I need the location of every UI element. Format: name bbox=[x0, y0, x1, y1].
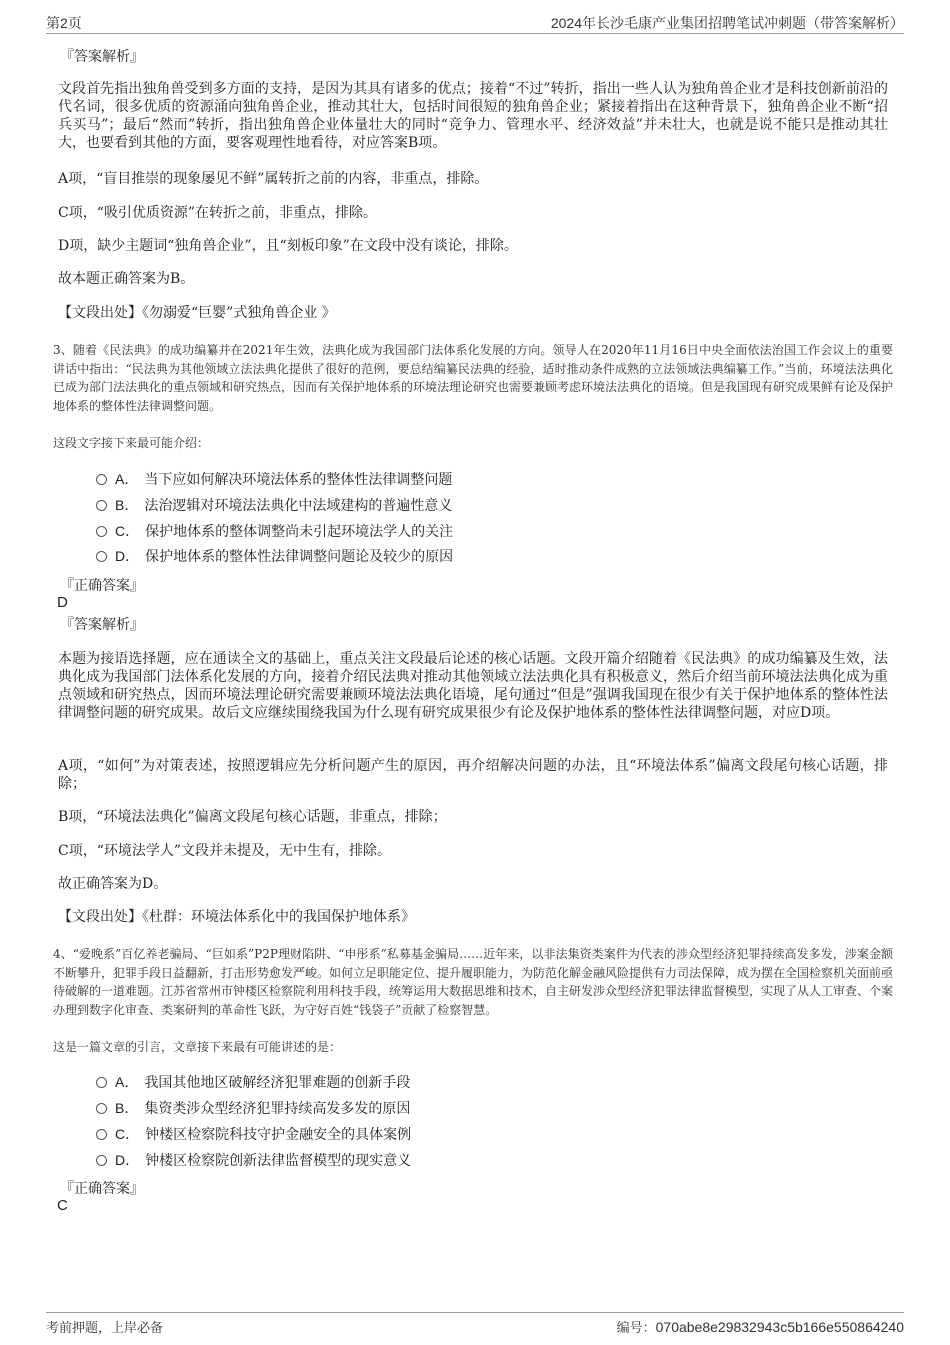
document-title: 2024年长沙毛康产业集团招聘笔试冲刺题（带答案解析） bbox=[550, 15, 904, 31]
q2-note-d: D项，缺少主题词“独角兽企业”，且“刻板印象”在文段中没有谈论，排除。 bbox=[58, 238, 518, 254]
radio-icon[interactable] bbox=[96, 500, 107, 511]
q2-note-a: A项，“盲目推崇的现象屡见不鲜”属转折之前的内容，非重点，排除。 bbox=[58, 171, 489, 187]
q4-prompt: 这是一篇文章的引言，文章接下来最有可能讲述的是： bbox=[53, 1040, 342, 1054]
q3-note-c: C项，“环境法学人”文段并未提及，无中生有，排除。 bbox=[58, 843, 392, 859]
q4-answer: C bbox=[57, 1197, 68, 1214]
q3-option-b[interactable]: B． 法治逻辑对环境法法典化中法域建构的普遍性意义 bbox=[96, 495, 452, 515]
q3-note-b: B项，“环境法法典化”偏离文段尾句核心话题，非重点，排除； bbox=[58, 809, 447, 825]
q4-stem: 4、“爱晚系”百亿养老骗局、“巨如系”P2P理财陷阱、“申彤系”私募基金骗局……近年来，以非法集资类案件为代表的涉众型经济犯罪持续高发多发，涉案金额不断攀升，犯罪手段日益翻新，打击形势愈发严峻。如何立足职能定位、提升履职能力，为防范化解金融风险提供有力司法保障，成为摆在全国检察机关面前亟待破解的一道难题。江苏省常州市钟楼区检察院利用科技手段，统筹运用大数据思维和技术，自主研发涉众型经济犯罪法律监督模型，实现了从人工审查、个案办理到数字化审查、类案研判的革命性飞跃，为守好百姓“钱袋子”贡献了检察智慧。 bbox=[53, 947, 894, 1017]
radio-icon[interactable] bbox=[96, 526, 107, 537]
q3-option-d[interactable]: D． 保护地体系的整体性法律调整问题论及较少的原因 bbox=[96, 546, 453, 566]
q2-source: 【文段出处】《勿溺爱“巨婴”式独角兽企业 》 bbox=[58, 305, 336, 321]
q2-conclusion: 故本题正确答案为B。 bbox=[58, 271, 195, 287]
footer-code-label: 编号： bbox=[616, 1321, 656, 1336]
page-header bbox=[46, 13, 904, 34]
q3-source: 【文段出处】《杜群：环境法体系化中的我国保护地体系》 bbox=[58, 909, 415, 925]
q2-analysis-label: 『答案解析』 bbox=[60, 49, 144, 65]
q4-option-b[interactable]: B． 集资类涉众型经济犯罪持续高发多发的原因 bbox=[96, 1098, 410, 1118]
q4-answer-label: 『正确答案』 bbox=[60, 1181, 144, 1197]
q3-answer: D bbox=[57, 594, 68, 611]
q3-stem: 3、随着《民法典》的成功编纂并在2021年生效，法典化成为我国部门法体系化发展的方向。领导人在2020年11月16日中央全面依法治国工作会议上的重要讲话中指出：“民法典为其他领域立法法典化提供了很好的范例，要总结编纂民法典的经验，适时推动条件成熟的立法领域法典编纂工作。”当前，环境法法典化已成为部门法法典化的重点领域和研究热点，因而有关保护地体系的环境法理论研究也需要兼顾考虑环境法法典化的语境。但是我国现有研究成果鲜有论及保护地体系的整体性法律调整问题。 bbox=[53, 343, 894, 413]
q4-option-d[interactable]: D． 钟楼区检察院创新法律监督模型的现实意义 bbox=[96, 1150, 411, 1170]
footer-slogan: 考前押题，上岸必备 bbox=[46, 1321, 164, 1336]
page-number: 第2页 bbox=[46, 15, 82, 31]
q3-analysis-text: 本题为接语选择题，应在通读全文的基础上，重点关注文段最后论述的核心话题。文段开篇介绍随着《民法典》的成功编纂及生效，法典化成为我国部门法体系化发展的方向，接着介绍民法典对推动其他领域立法法典化具有积极意义，然后介绍当前环境法法典化成为重点领域和研究热点，因而环境法理论研究需要兼顾环境法法典化语境，尾句通过“但是”强调我国现在很少有关于保护地体系的整体性法律调整问题的研究成果。故后文应继续围绕我国为什么现有研究成果很少有论及保护地体系的整体性法律调整问题，对应D项。 bbox=[58, 651, 888, 721]
radio-icon[interactable] bbox=[96, 1077, 107, 1088]
footer-code: 070abe8e29832943c5b166e550864240 bbox=[655, 1319, 904, 1335]
footer-doc-id bbox=[617, 1317, 904, 1336]
q2-note-c: C项，“吸引优质资源”在转折之前，非重点，排除。 bbox=[58, 205, 378, 221]
radio-icon[interactable] bbox=[96, 474, 107, 485]
q3-note-a: A项，“如何”为对策表述，按照逻辑应先分析问题产生的原因，再介绍解决问题的办法，且“环境法体系”偏离文段尾句核心话题，排除； bbox=[58, 758, 888, 792]
q4-option-c[interactable]: C． 钟楼区检察院科技守护金融安全的具体案例 bbox=[96, 1124, 411, 1144]
radio-icon[interactable] bbox=[96, 1129, 107, 1140]
q3-option-c[interactable]: C． 保护地体系的整体调整尚未引起环境法学人的关注 bbox=[96, 521, 453, 541]
radio-icon[interactable] bbox=[96, 1103, 107, 1114]
q3-option-a[interactable]: A． 当下应如何解决环境法体系的整体性法律调整问题 bbox=[96, 469, 452, 489]
page-footer bbox=[46, 1312, 904, 1335]
q2-analysis-text: 文段首先指出独角兽受到多方面的支持，是因为其具有诸多的优点；接着“不过”转折，指出一些人认为独角兽企业才是科技创新前沿的代名词，很多优质的资源涌向独角兽企业，推动其壮大，包括时间很短的独角兽企业；紧接着指出在这种背景下，独角兽企业不断“招兵买马”；最后“然而”转折，指出独角兽企业体量壮大的同时“竞争力、管理水平、经济效益”并未壮大，也就是说不能只是推动其壮大，也要看到其他的方面，要客观理性地看待，对应答案B项。 bbox=[58, 81, 888, 151]
radio-icon[interactable] bbox=[96, 551, 107, 562]
q3-analysis-label: 『答案解析』 bbox=[60, 617, 144, 633]
q3-prompt: 这段文字接下来最可能介绍： bbox=[53, 436, 210, 450]
q3-conclusion: 故正确答案为D。 bbox=[58, 876, 168, 892]
radio-icon[interactable] bbox=[96, 1155, 107, 1166]
q4-option-a[interactable]: A． 我国其他地区破解经济犯罪难题的创新手段 bbox=[96, 1072, 410, 1092]
q3-answer-label: 『正确答案』 bbox=[60, 578, 144, 594]
